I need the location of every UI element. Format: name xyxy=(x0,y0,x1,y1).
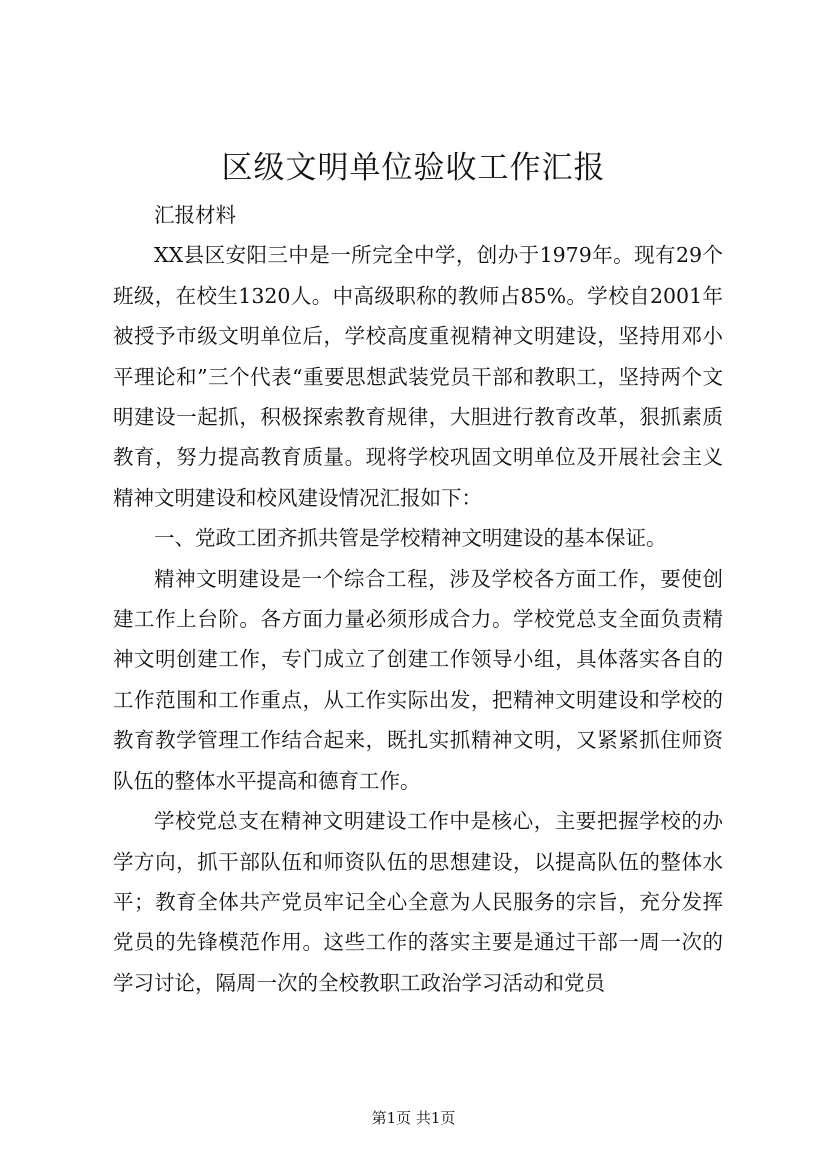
paragraph-section-2: 学校党总支在精神文明建设工作中是核心，主要把握学校的办学方向，抓干部队伍和师资队伍的思想建设，以提高队伍的整体水平；教育全体共产党员牢记全心全意为人民服务的宗旨，充分发挥党员的先锋模范作用。这些工作的落实主要是通过干部一周一次的学习讨论，隔周一次的全校教职工政治学习活动和党员 xyxy=(113,809,723,995)
paragraph-intro: XX县区安阳三中是一所完全中学，创办于1979年。现有29个班级，在校生1320人。中高级职称的教师占85%。学校自2001年被授予市级文明单位后，学校高度重视精神文明建设，坚持用邓小平理论和”三个代表“重要思想武装党员干部和教职工，坚持两个文明建设一起抓，积极探索教育规律，大胆进行教育改革，狠抓素质教育，努力提高教育质量。现将学校巩固文明单位及开展社会主义精神文明建设和校风建设情况汇报如下： xyxy=(113,243,723,510)
page-footer: 第1页 共1页 xyxy=(371,1109,456,1127)
document-body xyxy=(113,195,723,1003)
document-title: 区级文明单位验收工作汇报 xyxy=(221,150,606,186)
paragraph-label: 汇报材料 xyxy=(154,203,236,227)
section-heading: 一、党政工团齐抓共管是学校精神文明建设的基本保证。 xyxy=(154,526,667,551)
paragraph-section-1: 精神文明建设是一个综合工程，涉及学校各方面工作，要使创建工作上台阶。各方面力量必须形成合力。学校党总支全面负责精神文明创建工作，专门成立了创建工作领导小组，具体落实各自的工作范围和工作重点，从工作实际出发，把精神文明建设和学校的教育教学管理工作结合起来，既扎实抓精神文明，又紧紧抓住师资队伍的整体水平提高和德育工作。 xyxy=(113,566,723,793)
